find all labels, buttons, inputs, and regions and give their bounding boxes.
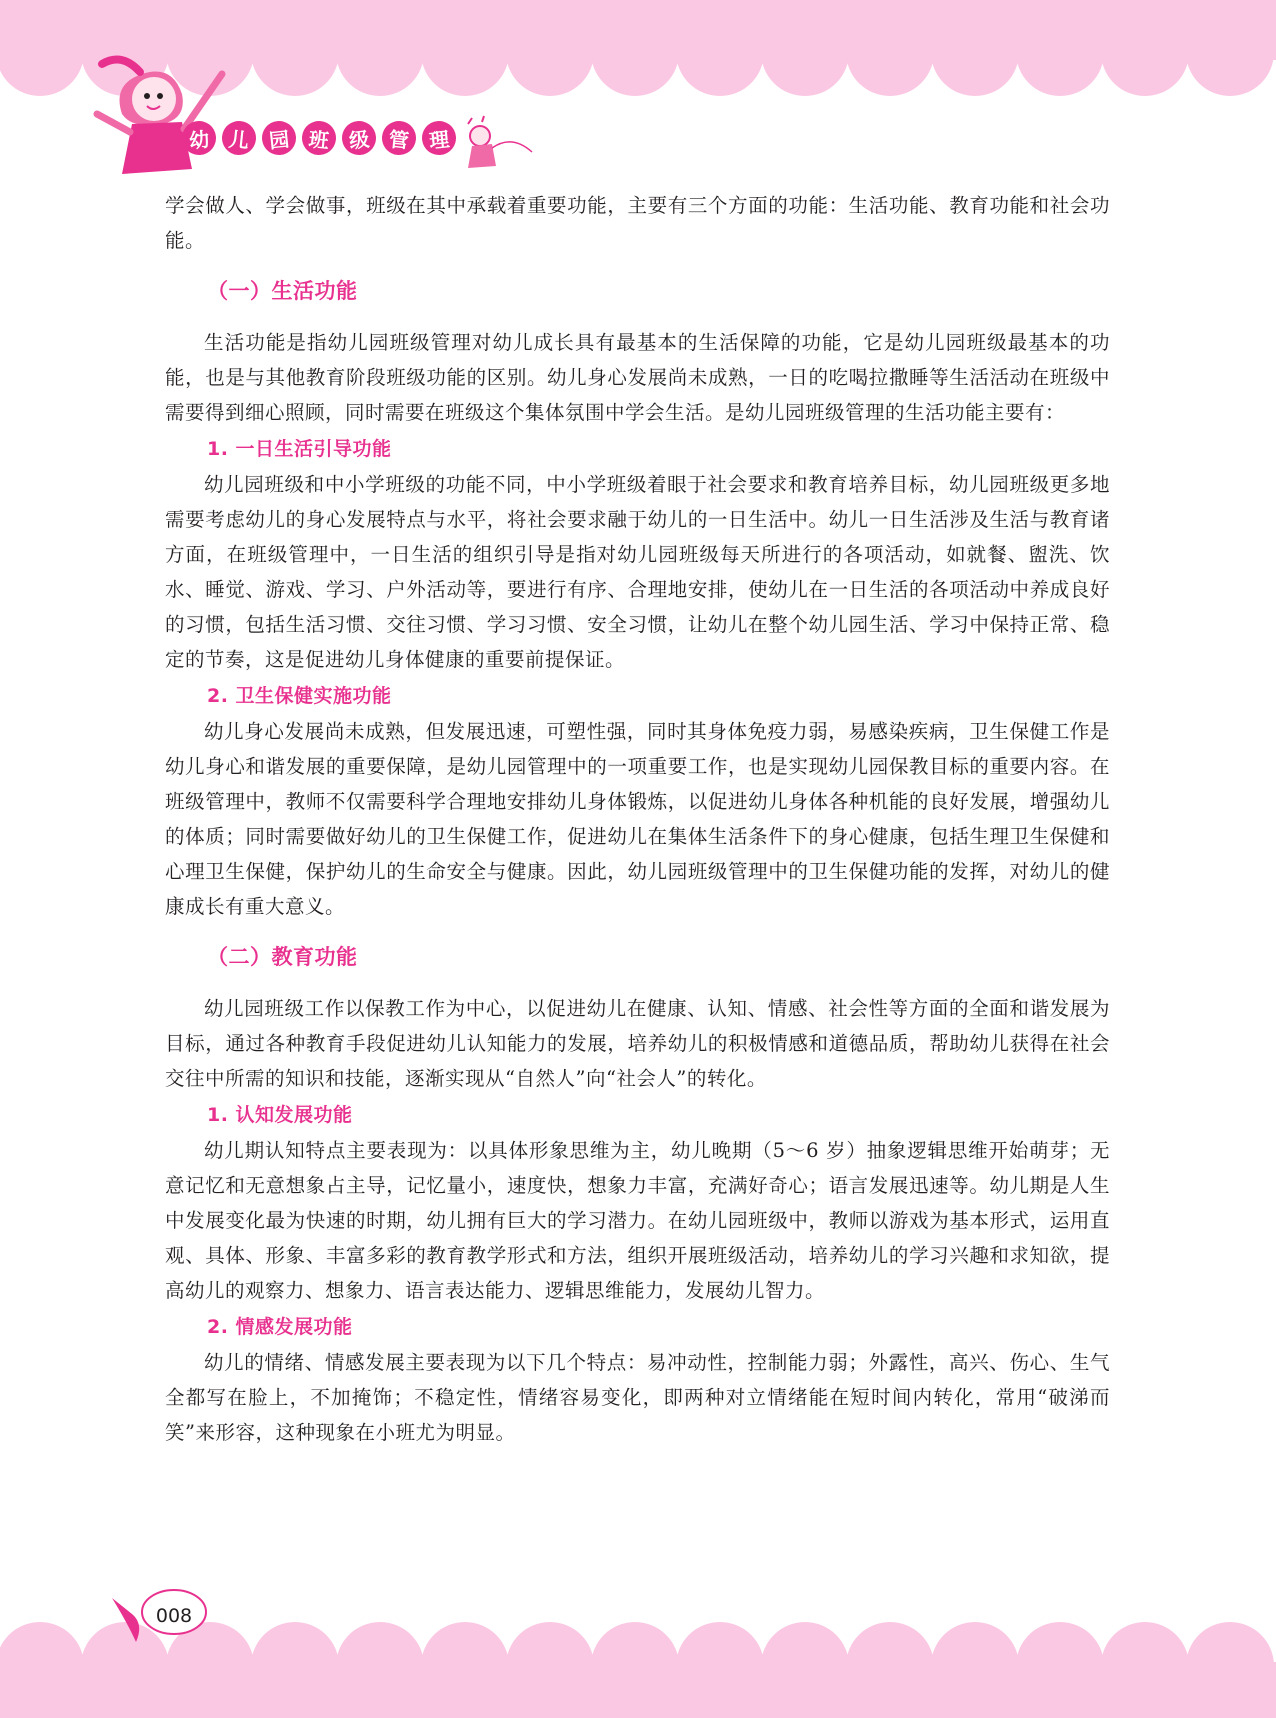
book-title-char: 儿 bbox=[220, 119, 257, 156]
subheading-emotional-development: 2. 情感发展功能 bbox=[207, 1316, 353, 1338]
subheading-daily-life-guidance: 1. 一日生活引导功能 bbox=[207, 438, 392, 460]
emotional-development-paragraph: 幼儿的情绪、情感发展主要表现为以下几个特点：易冲动性，控制能力弱；外露性，高兴、伤心、生气全都写在脸上，不加掩饰；不稳定性，情绪容易变化，即两种对立情绪能在短时间内转化，常用“破涕而笑”来形容，这种现象在小班尤为明显。 bbox=[165, 1351, 1110, 1444]
book-title-char: 园 bbox=[260, 119, 297, 156]
health-care-paragraph: 幼儿身心发展尚未成熟，但发展迅速，可塑性强，同时其身体免疫力弱，易感染疾病，卫生保健工作是幼儿身心和谐发展的重要保障，是幼儿园管理中的一项重要工作，也是实现幼儿园保教目标的重要内容。在班级管理中，教师不仅需要科学合理地安排幼儿身体锻炼，以促进幼儿身体各种机能的良好发展，增强幼儿的体质；同时需要做好幼儿的卫生保健工作，促进幼儿在集体生活条件下的身心健康，包括生理卫生保健和心理卫生保健，保护幼儿的生命安全与健康。因此，幼儿园班级管理中的卫生保健功能的发挥，对幼儿的健康成长有重大意义。 bbox=[165, 720, 1110, 918]
life-function-paragraph: 生活功能是指幼儿园班级管理对幼儿成长具有最基本的生活保障的功能，它是幼儿园班级最基本的功能，也是与其他教育阶段班级功能的区别。幼儿身心发展尚未成熟，一日的吃喝拉撒睡等生活活动在班级中需要得到细心照顾，同时需要在班级这个集体氛围中学会生活。是幼儿园班级管理的生活功能主要有： bbox=[165, 331, 1110, 424]
intro-paragraph: 学会做人、学会做事，班级在其中承载着重要功能，主要有三个方面的功能：生活功能、教育功能和社会功能。 bbox=[165, 194, 1110, 252]
section-heading-life: （一）生活功能 bbox=[207, 279, 358, 303]
subheading-health-care: 2. 卫生保健实施功能 bbox=[207, 685, 392, 707]
cognitive-development-paragraph: 幼儿期认知特点主要表现为：以具体形象思维为主，幼儿晚期（5～6 岁）抽象逻辑思维开始萌芽；无意记忆和无意想象占主导，记忆量小，速度快，想象力丰富，充满好奇心；语言发展迅速等。幼儿期是人生中发展变化最为快速的时期，幼儿拥有巨大的学习潜力。在幼儿园班级中，教师以游戏为基本形式，运用直观、具体、形象、丰富多彩的教育教学形式和方法，组织开展班级活动，培养幼儿的学习兴趣和求知欲，提高幼儿的观察力、想象力、语言表达能力、逻辑思维能力，发展幼儿智力。 bbox=[165, 1139, 1110, 1302]
book-title-char: 级 bbox=[340, 119, 377, 156]
book-title-char: 幼 bbox=[180, 119, 217, 156]
page-number: 008 bbox=[155, 1605, 193, 1627]
book-title-char: 班 bbox=[300, 119, 337, 156]
book-title-char: 理 bbox=[420, 119, 457, 156]
fairy-illustration-icon bbox=[452, 114, 542, 174]
page-body bbox=[165, 188, 1110, 1450]
book-title bbox=[182, 121, 456, 161]
daily-life-guidance-paragraph: 幼儿园班级和中小学班级的功能不同，中小学班级着眼于社会要求和教育培养目标，幼儿园班级更多地需要考虑幼儿的身心发展特点与水平，将社会要求融于幼儿的一日生活中。幼儿一日生活涉及生活与教育诸方面，在班级管理中，一日生活的组织引导是指对幼儿园班级每天所进行的各项活动，如就餐、盥洗、饮水、睡觉、游戏、学习、户外活动等，要进行有序、合理地安排，使幼儿在一日生活的各项活动中养成良好的习惯，包括生活习惯、交往习惯、学习习惯、安全习惯，让幼儿在整个幼儿园生活、学习中保持正常、稳定的节奏，这是促进幼儿身体健康的重要前提保证。 bbox=[165, 473, 1110, 671]
section-heading-education: （二）教育功能 bbox=[207, 945, 358, 969]
subheading-cognitive-development: 1. 认知发展功能 bbox=[207, 1104, 353, 1126]
book-title-char: 管 bbox=[380, 119, 417, 156]
education-function-paragraph: 幼儿园班级工作以保教工作为中心，以促进幼儿在健康、认知、情感、社会性等方面的全面和谐发展为目标，通过各种教育手段促进幼儿认知能力的发展，培养幼儿的积极情感和道德品质，帮助幼儿获得在社会交往中所需的知识和技能，逐渐实现从“自然人”向“社会人”的转化。 bbox=[165, 997, 1110, 1090]
girl-illustration-icon bbox=[92, 44, 232, 184]
